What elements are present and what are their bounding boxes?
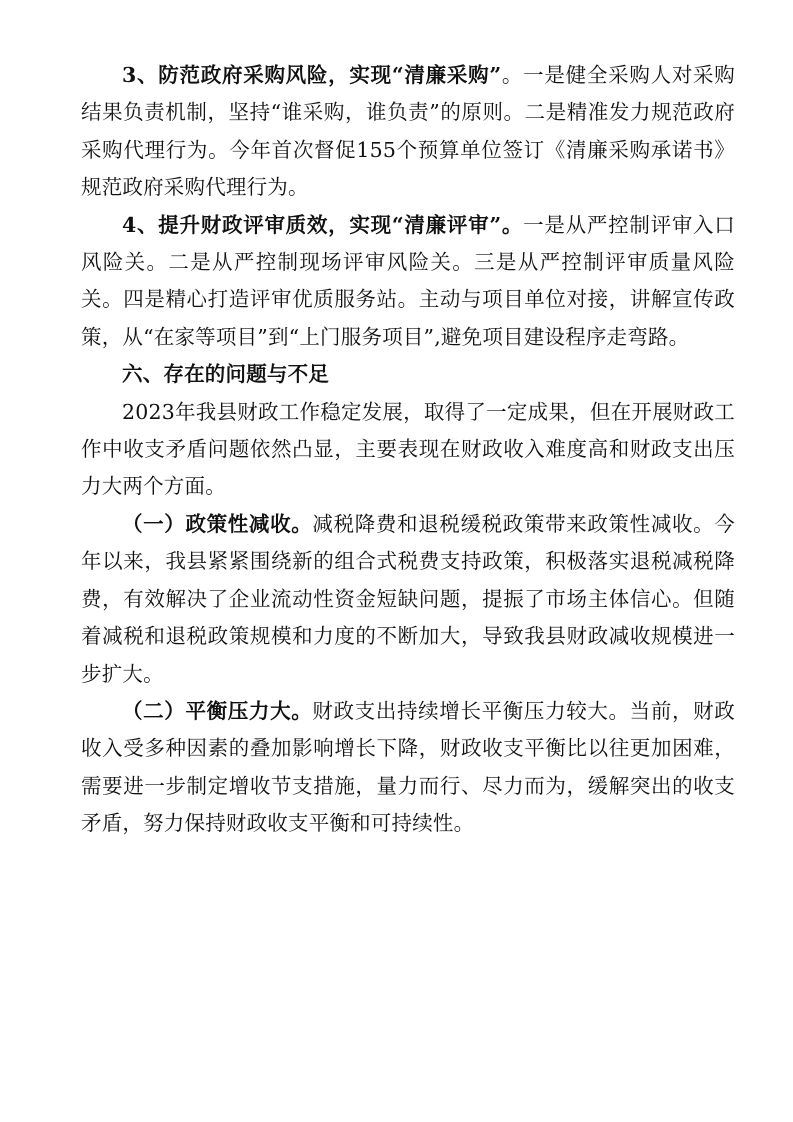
item-body: 减税降费和退税缓税政策带来政策性减收。今年以来，我县紧紧围绕新的组合式税费支持政策，积极落实退税减税降费，有效解决了企业流动性资金短缺问题，提振了市场主体信心。但随着减税和退税政策规模和力度的不断加大，导致我县财政减收规模进一步扩大。 bbox=[81, 511, 735, 686]
paragraph-review bbox=[81, 207, 735, 357]
section-heading: 六、存在的问题与不足 bbox=[122, 362, 329, 387]
item-lead: （一）政策性减收。 bbox=[122, 511, 313, 536]
item-lead: （二）平衡压力大。 bbox=[122, 698, 313, 723]
paragraph-procurement bbox=[81, 57, 735, 207]
item-policy-reduction bbox=[81, 506, 735, 693]
paragraph-lead: 4、提升财政评审质效，实现“清廉评审”。 bbox=[122, 212, 524, 237]
paragraph-body: 一是从严控制评审入口风险关。二是从严控制现场评审风险关。三是从严控制评审质量风险关。四是精心打造评审优质服务站。主动与项目单位对接，讲解宣传政策，从“在家等项目”到“上门服务项目”,避免项目建设程序走弯路。 bbox=[81, 212, 735, 349]
item-body: 财政支出持续增长平衡压力较大。当前，财政收入受多种因素的叠加影响增长下降，财政收支平衡比以往更加困难，需要进一步制定增收节支措施，量力而行、尽力而为，缓解突出的收支矛盾，努力保持财政收支平衡和可持续性。 bbox=[81, 698, 735, 836]
item-balance-pressure bbox=[81, 693, 735, 843]
section-intro: 2023年我县财政工作稳定发展，取得了一定成果，但在开展财政工作中收支矛盾问题依然凸显，主要表现在财政收入难度高和财政支出压力大两个方面。 bbox=[81, 399, 735, 499]
paragraph-body: 。一是健全采购人对采购结果负责机制，坚持“谁采购，谁负责”的原则。二是精准发力规范政府采购代理行为。今年首次督促155个预算单位签订《清廉采购承诺书》规范政府采购代理行为。 bbox=[81, 63, 735, 200]
paragraph-lead: 3、防范政府采购风险，实现“清廉采购” bbox=[122, 63, 502, 87]
